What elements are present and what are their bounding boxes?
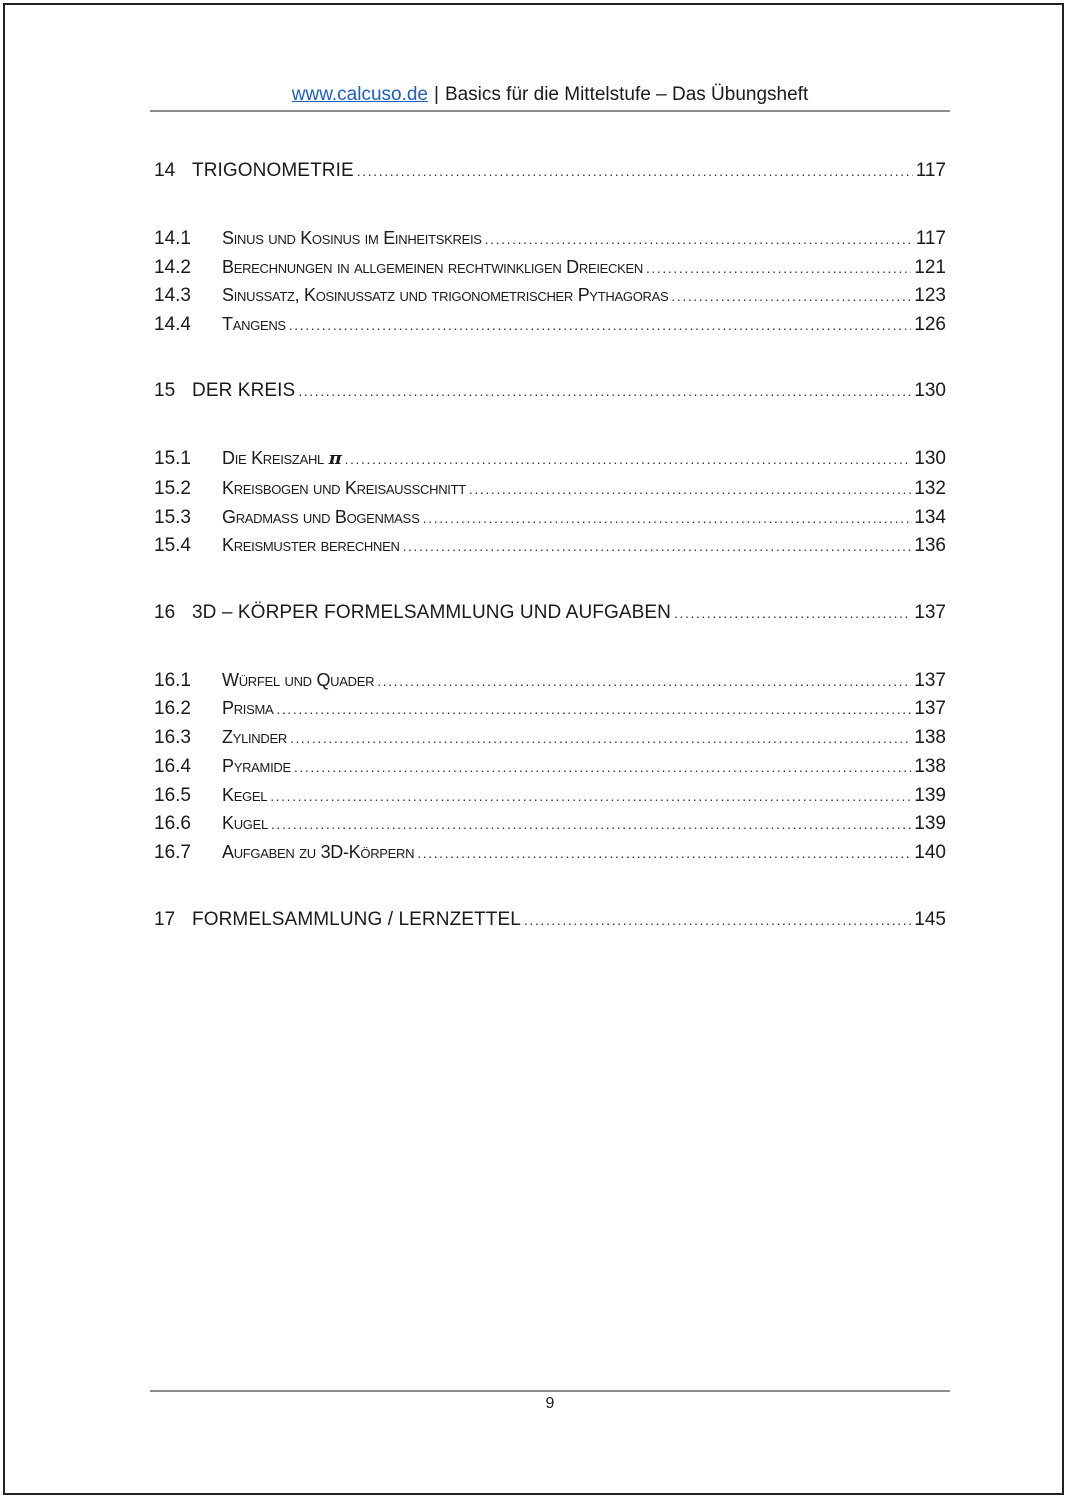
toc-page: 138 xyxy=(914,756,946,777)
toc-leader xyxy=(345,446,912,472)
toc-number: 15.4 xyxy=(154,535,191,556)
pi-symbol: π xyxy=(328,448,342,469)
toc-leader xyxy=(485,226,913,252)
toc-title: Sinus und Kosinus im Einheitskreis xyxy=(222,228,482,248)
toc-page: 145 xyxy=(914,909,946,930)
toc-number: 16.1 xyxy=(154,670,191,691)
toc-page: 130 xyxy=(914,448,946,469)
toc-leader xyxy=(289,312,912,338)
toc-number: 16.4 xyxy=(154,756,191,777)
toc-title: 3D – KÖRPER FORMELSAMMLUNG UND AUFGABEN xyxy=(192,602,671,623)
toc-page: 130 xyxy=(914,380,946,401)
toc-page: 136 xyxy=(914,535,946,556)
toc-chapter-15[interactable] xyxy=(154,378,946,404)
toc-section-16-5[interactable] xyxy=(154,782,946,809)
toc-leader xyxy=(294,754,911,780)
toc-section-16-7[interactable] xyxy=(154,839,946,866)
toc-title: Sinussatz, Kosinussatz und trigonometrischer Pythagoras xyxy=(222,285,669,305)
toc-title: Tangens xyxy=(222,314,286,334)
toc-number: 16.2 xyxy=(154,698,191,719)
toc-page: 132 xyxy=(914,478,946,499)
toc-page: 137 xyxy=(914,698,946,719)
toc-section-15-3[interactable] xyxy=(154,504,946,531)
toc-section-14-3[interactable] xyxy=(154,282,946,309)
toc-page: 126 xyxy=(914,314,946,335)
toc-section-14-4[interactable] xyxy=(154,311,946,338)
toc-page: 137 xyxy=(914,670,946,691)
header-subtitle: Basics für die Mittelstufe – Das Übungsheft xyxy=(444,84,809,105)
page-header xyxy=(150,82,950,108)
toc-number: 16.6 xyxy=(154,813,191,834)
toc-leader xyxy=(646,255,911,281)
toc-page: 138 xyxy=(914,727,946,748)
toc-number: 16 xyxy=(154,602,176,623)
toc-leader xyxy=(377,668,911,694)
toc-leader xyxy=(423,505,912,531)
toc-leader xyxy=(671,283,911,309)
toc-title: Aufgaben zu 3D-Körpern xyxy=(222,842,415,862)
toc-number: 17 xyxy=(154,909,176,930)
toc-number: 15.1 xyxy=(154,448,191,469)
toc-chapter-17[interactable] xyxy=(154,907,946,933)
toc-page: 139 xyxy=(914,785,946,806)
toc-leader xyxy=(276,696,911,722)
toc-page: 139 xyxy=(914,813,946,834)
toc-title-text: Die Kreiszahl xyxy=(222,448,324,468)
toc-title: Prisma xyxy=(222,698,274,718)
toc-leader xyxy=(674,600,911,626)
toc-section-16-3[interactable] xyxy=(154,724,946,751)
toc-number: 14.2 xyxy=(154,257,191,278)
toc-section-15-1[interactable] xyxy=(154,445,946,472)
toc-page: 137 xyxy=(914,602,946,623)
toc-page: 117 xyxy=(915,228,946,249)
toc-number: 15 xyxy=(154,380,176,401)
toc-section-15-4[interactable] xyxy=(154,532,946,559)
toc-leader xyxy=(271,811,911,837)
toc-section-16-6[interactable] xyxy=(154,810,946,837)
toc-section-15-2[interactable] xyxy=(154,475,946,502)
toc-section-16-1[interactable] xyxy=(154,667,946,694)
toc-section-14-2[interactable] xyxy=(154,254,946,281)
page-number: 9 xyxy=(545,1395,555,1412)
toc-page: 123 xyxy=(914,285,946,306)
toc-number: 16.7 xyxy=(154,842,191,863)
toc-leader xyxy=(357,158,913,184)
toc-leader xyxy=(290,725,911,751)
toc-section-14-1[interactable] xyxy=(154,225,946,252)
toc-title: FORMELSAMMLUNG / LERNZETTEL xyxy=(192,909,521,930)
calcuso-link[interactable]: www.calcuso.de xyxy=(291,84,428,105)
toc-title xyxy=(222,445,342,472)
toc-leader xyxy=(524,907,911,933)
toc-section-16-2[interactable] xyxy=(154,695,946,722)
toc-section-16-4[interactable] xyxy=(154,753,946,780)
toc-title: Zylinder xyxy=(222,727,287,747)
toc-number: 16.3 xyxy=(154,727,191,748)
toc-number: 14.1 xyxy=(154,228,191,249)
toc-leader xyxy=(469,476,911,502)
toc-number: 16.5 xyxy=(154,785,191,806)
header-rule xyxy=(150,110,950,112)
toc-page: 140 xyxy=(914,842,946,863)
toc-number: 15.2 xyxy=(154,478,191,499)
toc-page: 121 xyxy=(914,257,946,278)
toc-number: 14 xyxy=(154,160,176,181)
toc-page: 117 xyxy=(915,160,946,181)
toc-title: Kegel xyxy=(222,785,268,805)
toc-number: 14.3 xyxy=(154,285,191,306)
toc-title: Kreisbogen und Kreisausschnitt xyxy=(222,478,466,498)
toc-title: TRIGONOMETRIE xyxy=(192,160,354,181)
toc-title: DER KREIS xyxy=(192,380,296,401)
toc-leader xyxy=(403,533,912,559)
toc-page: 134 xyxy=(914,507,946,528)
header-separator: | xyxy=(434,84,439,105)
footer-rule xyxy=(150,1390,950,1392)
toc-chapter-16[interactable] xyxy=(154,600,946,626)
toc-chapter-14[interactable] xyxy=(154,158,946,184)
toc-leader xyxy=(298,378,911,404)
toc-number: 14.4 xyxy=(154,314,191,335)
toc-title: Würfel und Quader xyxy=(222,670,375,690)
toc-title: Kugel xyxy=(222,813,268,833)
toc-title: Pyramide xyxy=(222,756,291,776)
toc-title: Berechnungen in allgemeinen rechtwinkligen Dreiecken xyxy=(222,257,643,277)
toc-title: Kreismuster berechnen xyxy=(222,535,400,555)
toc-leader xyxy=(417,840,911,866)
toc-title: Gradmaß und Bogenmaß xyxy=(222,507,420,527)
toc-number: 15.3 xyxy=(154,507,191,528)
toc-leader xyxy=(270,783,911,809)
